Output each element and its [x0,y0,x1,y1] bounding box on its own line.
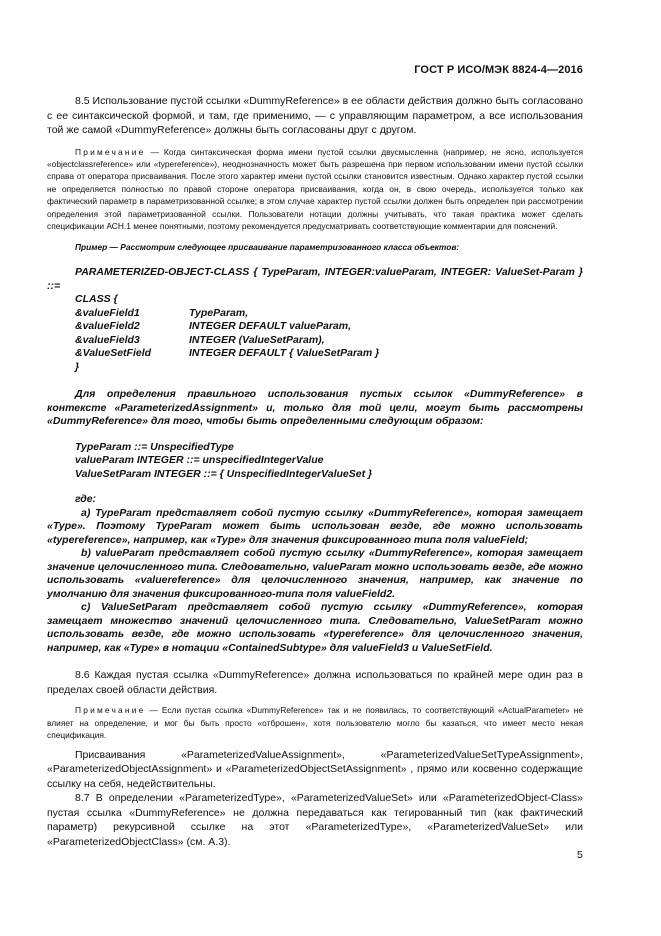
field-type: INTEGER DEFAULT { ValueSetParam } [189,347,380,360]
page-number: 5 [577,849,583,861]
note-text: — Если пустая ссылка «DummyReference» так и не появилась, то соответствующий «ActualParameter» не влияет на определение, и мог бы быть просто «отброшен», хотя пользователю могло бы казаться, что имеет место некая спецификация. [47,705,583,741]
class-close: } [75,360,80,373]
class-open: CLASS { [75,293,118,306]
field-name: &ValueSetField [75,347,152,360]
assignment-line: valueParam INTEGER ::= unspecifiedIntegerValue [75,454,324,467]
field-name: &valueField2 [75,320,140,333]
class-field-row [75,347,583,361]
example-title: Пример — Рассмотрим следующее присваивание параметризованного класса объектов: [75,242,460,253]
field-name: &valueField1 [75,306,140,319]
note-1 [47,146,583,233]
field-type: INTEGER DEFAULT valueParam, [189,320,352,333]
dummy-assignments [75,441,583,482]
field-type: TypeParam, [189,306,249,319]
assignment-line: TypeParam ::= UnspecifiedType [75,440,234,453]
note-2 [47,704,583,741]
class-field-row [75,334,583,348]
field-type: INTEGER (ValueSetParam), [189,333,325,346]
clause-8-7: 8.7 В определении «ParameterizedType», «ParameterizedValueSet» или «ParameterizedObject-Class» пустая ссылка «DummyReference» не должна передаваться как тегированный тип (как фактический параметр) рекурсивной ссылке на этот «ParameterizedType», «ParameterizedValueSet» или «ParameterizedObjectClass» (см. А.3). [47,792,583,848]
field-name: &valueField3 [75,333,140,346]
class-body [75,293,583,374]
list-item-b: b) valueParam представляет собой пустую ссылку «DummyReference», которая замещает значение целочисленного типа. Следовательно, valueParam можно использовать везде, где можно использовать «valuereference» для целочисленного значения, например, как значение по умолчанию для значения фиксированного-типа поля valueField2. [47,547,583,600]
assignments-paragraph: Присваивания «ParameterizedValueAssignment», «ParameterizedValueSetTypeAssignment», «ParameterizedObjectAssignment» и «ParameterizedObjectSetAssignment» , прямо или косвенно содержащие ссылку на себя, недействительны. [47,748,583,790]
class-field-row [75,307,583,321]
example-class-definition: PARAMETERIZED-OBJECT-CLASS { TypeParam, INTEGER:valueParam, INTEGER: ValueSet-Param } ::= [47,266,583,292]
assignment-line: ValueSetParam INTEGER ::= { UnspecifiedIntegerValueSet } [75,467,373,480]
class-field-row [75,320,583,334]
page-header: ГОСТ Р ИСО/МЭК 8824-4—2016 [414,64,583,76]
clause-8-6: 8.6 Каждая пустая ссылка «DummyReference» должна использоваться по крайней мере один раз в пределах своей области действия. [47,669,583,696]
note-label: Примечание [75,146,146,157]
page-content [47,94,583,849]
list-item-c: c) ValueSetParam представляет собой пустую ссылку «DummyReference», которая замещает множество значений целочисленного типа. Следовательно, ValueSetParam можно использовать везде, где можно использовать «typereference» для целочисленного значения, например, как «Type» в нотации «ContainedSubtype» для valueField3 и ValueSetField. [47,601,583,654]
list-item-a: a) TypeParam представляет собой пустую ссылку «DummyReference», которая замещает «Type». Поэтому TypeParam может быть использован везде, где можно использовать «typereference», например, как «Type» для значения фиксированного типа поля valueField; [47,506,583,546]
clause-8-5: 8.5 Использование пустой ссылки «DummyReference» в ее области действия должно быть согласовано с ее синтаксической формой, и там, где применимо, — с управляющим параметром, а все использования той же самой «DummyReference» должны быть согласованы друг с другом. [47,95,583,136]
note-text: — Когда синтаксическая форма имени пустой ссылки двусмысленна (например, не ясно, используется «objectclassreference» или «typereference»), неоднозначность может быть разрешена при первом использовании имени пустой ссылки справа от оператора присваивания. После этого характер имени пустой ссылки становится известным. Однако характер пустой ссылки не определяется полностью по правой стороне оператора присваивания, когда он, в свою очередь, используется только как фактический параметр в параметризованной ссылке; в этом случае характер пустой ссылки должен быть определен при рассмотрении определения этой параметризованной ссылки. Пользователи нотации должны учитывать, что такая практика может сделать спецификации АСН.1 менее понятными, поэтому рекомендуется предусматривать соответствующие комментарии для пояснений. [47,146,583,231]
note-label: Примечание [75,705,146,716]
example-intro: Для определения правильного использования пустых ссылок «DummyReference» в контексте «ParameterizedAssignment» и, только для той цели, могут быть рассмотрены «DummyReference» для того, чтобы быть определенными следующим образом: [47,388,583,428]
where-label: где: [75,493,97,506]
